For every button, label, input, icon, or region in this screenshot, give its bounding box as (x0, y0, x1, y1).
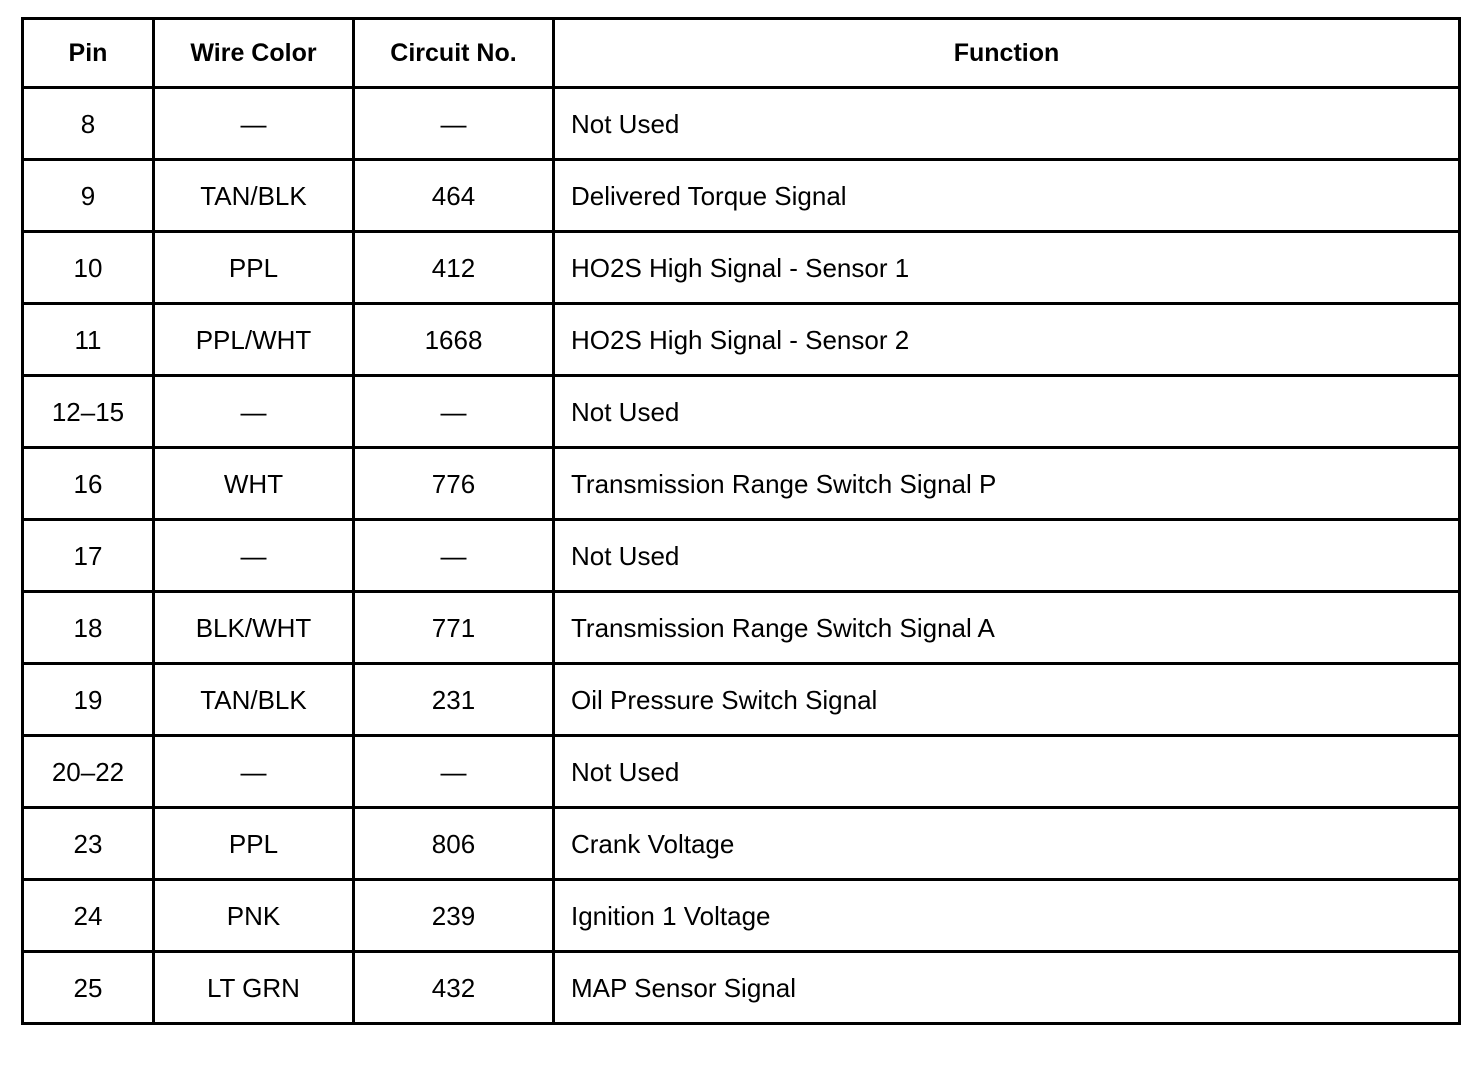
cell-pin: 11 (23, 304, 154, 376)
cell-circuit-no: 1668 (354, 304, 554, 376)
cell-pin: 10 (23, 232, 154, 304)
cell-wire-color: PPL (154, 808, 354, 880)
cell-pin: 25 (23, 952, 154, 1024)
cell-function: Transmission Range Switch Signal P (554, 448, 1460, 520)
cell-wire-color: PPL/WHT (154, 304, 354, 376)
header-circuit-no: Circuit No. (354, 19, 554, 88)
cell-wire-color: PPL (154, 232, 354, 304)
cell-wire-color: PNK (154, 880, 354, 952)
cell-wire-color: WHT (154, 448, 354, 520)
cell-pin: 9 (23, 160, 154, 232)
cell-wire-color: TAN/BLK (154, 160, 354, 232)
cell-function: Not Used (554, 88, 1460, 160)
cell-pin: 17 (23, 520, 154, 592)
cell-function: Oil Pressure Switch Signal (554, 664, 1460, 736)
cell-wire-color: LT GRN (154, 952, 354, 1024)
table-row (23, 520, 1460, 592)
cell-function: Delivered Torque Signal (554, 160, 1460, 232)
table-row (23, 88, 1460, 160)
cell-function: Transmission Range Switch Signal A (554, 592, 1460, 664)
table-row (23, 232, 1460, 304)
cell-wire-color: — (154, 736, 354, 808)
table-row (23, 952, 1460, 1024)
cell-function: Crank Voltage (554, 808, 1460, 880)
cell-pin: 20–22 (23, 736, 154, 808)
cell-pin: 16 (23, 448, 154, 520)
cell-wire-color: BLK/WHT (154, 592, 354, 664)
cell-pin: 18 (23, 592, 154, 664)
cell-circuit-no: 412 (354, 232, 554, 304)
cell-wire-color: — (154, 376, 354, 448)
cell-wire-color: — (154, 520, 354, 592)
cell-circuit-no: 231 (354, 664, 554, 736)
table-row (23, 160, 1460, 232)
cell-circuit-no: 806 (354, 808, 554, 880)
header-row (23, 19, 1460, 88)
cell-circuit-no: — (354, 88, 554, 160)
cell-pin: 23 (23, 808, 154, 880)
cell-circuit-no: — (354, 520, 554, 592)
cell-pin: 24 (23, 880, 154, 952)
cell-pin: 19 (23, 664, 154, 736)
table-header (23, 19, 1460, 88)
table-row (23, 808, 1460, 880)
cell-wire-color: TAN/BLK (154, 664, 354, 736)
cell-circuit-no: — (354, 736, 554, 808)
header-wire-color: Wire Color (154, 19, 354, 88)
table-row (23, 304, 1460, 376)
table-row (23, 880, 1460, 952)
header-function: Function (554, 19, 1460, 88)
cell-function: Not Used (554, 736, 1460, 808)
table-body (23, 88, 1460, 1024)
table-row (23, 664, 1460, 736)
cell-pin: 12–15 (23, 376, 154, 448)
cell-circuit-no: 776 (354, 448, 554, 520)
table-row (23, 592, 1460, 664)
table-row (23, 736, 1460, 808)
cell-circuit-no: — (354, 376, 554, 448)
connector-pinout-table (21, 17, 1461, 1025)
cell-circuit-no: 464 (354, 160, 554, 232)
cell-pin: 8 (23, 88, 154, 160)
cell-circuit-no: 771 (354, 592, 554, 664)
table-row (23, 448, 1460, 520)
cell-wire-color: — (154, 88, 354, 160)
cell-circuit-no: 239 (354, 880, 554, 952)
cell-function: Not Used (554, 376, 1460, 448)
cell-function: Not Used (554, 520, 1460, 592)
cell-function: HO2S High Signal - Sensor 2 (554, 304, 1460, 376)
cell-function: Ignition 1 Voltage (554, 880, 1460, 952)
cell-circuit-no: 432 (354, 952, 554, 1024)
table-row (23, 376, 1460, 448)
cell-function: HO2S High Signal - Sensor 1 (554, 232, 1460, 304)
header-pin: Pin (23, 19, 154, 88)
cell-function: MAP Sensor Signal (554, 952, 1460, 1024)
